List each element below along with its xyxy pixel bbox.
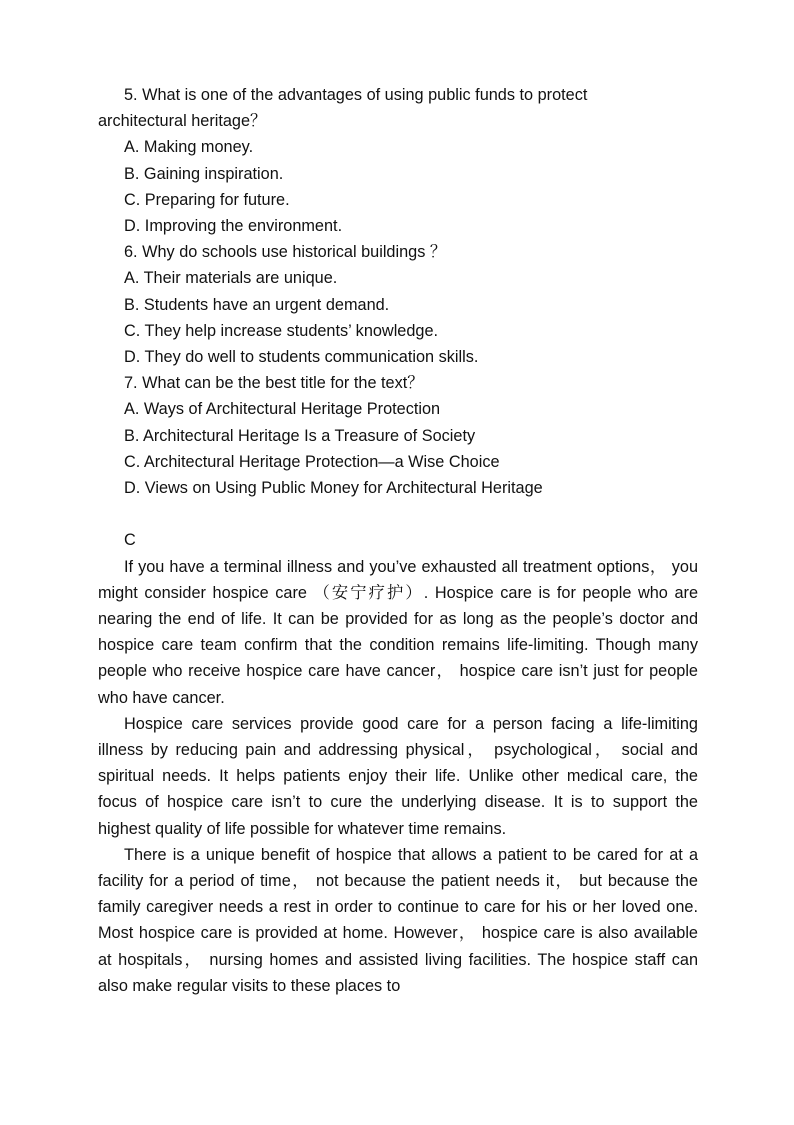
question-7-option-c: C. Architectural Heritage Protection—a Wise Choice	[124, 452, 500, 471]
question-7-option-a: A. Ways of Architectural Heritage Protection	[124, 400, 441, 419]
question-5-stem: 5. What is one of the advantages of using public funds to protect	[124, 86, 588, 104]
question-7-option-d: D. Views on Using Public Money for Architectural Heritage	[124, 479, 543, 498]
question-6-option-d: D. They do well to students communication skills.	[124, 348, 479, 367]
question-6-stem: 6. Why do schools use historical buildings ？	[124, 243, 447, 262]
passage-paragraph-3: There is a unique benefit of hospice that allows a patient to be cared for at a facility for a period of time， not because the patient needs it， but because the family caregiver needs a rest in order to continue to care for his or her loved one. Most hospice care is provided at home. However， hospice care is also available at hospitals， nursing homes and assisted living facilities. The hospice staff can also make regular visits to these places to	[98, 845, 698, 995]
section-gap	[98, 501, 698, 527]
passage-paragraph-2: Hospice care services provide good care for a person facing a life-limiting illness by reducing pain and addressing physical， psychological， social and spiritual needs. It helps patients enjoy their life. Unlike other medical care, the focus of hospice care isn’t to cure the underlying disease. It is to support the highest quality of life possible for whatever time remains.	[98, 714, 698, 838]
question-5-option-d: D. Improving the environment.	[124, 217, 343, 236]
question-5-stem-continued: architectural heritage？	[98, 112, 267, 131]
question-5-option-b: B. Gaining inspiration.	[124, 164, 284, 183]
question-6-option-a: A. Their materials are unique.	[124, 269, 338, 288]
question-7-option-b: B. Architectural Heritage Is a Treasure of Society	[124, 426, 476, 445]
passage-paragraph-1: If you have a terminal illness and you’ve exhausted all treatment options， you might consider hospice care （安宁疗护）. Hospice care is for people who are nearing the end of life. It can be provided for as long as the people’s doctor and hospice care team confirm that the condition remains life-limiting. Though many people who receive hospice care have cancer， hospice care isn’t just for people who have cancer.	[98, 557, 698, 707]
section-heading: C	[124, 531, 136, 550]
question-7-stem: 7. What can be the best title for the text？	[124, 374, 424, 393]
question-6-option-c: C. They help increase students’ knowledge.	[124, 321, 439, 340]
document-page	[98, 82, 698, 999]
question-5-option-a: A. Making money.	[124, 138, 254, 157]
question-5-option-c: C. Preparing for future.	[124, 190, 290, 209]
question-6-option-b: B. Students have an urgent demand.	[124, 295, 390, 314]
